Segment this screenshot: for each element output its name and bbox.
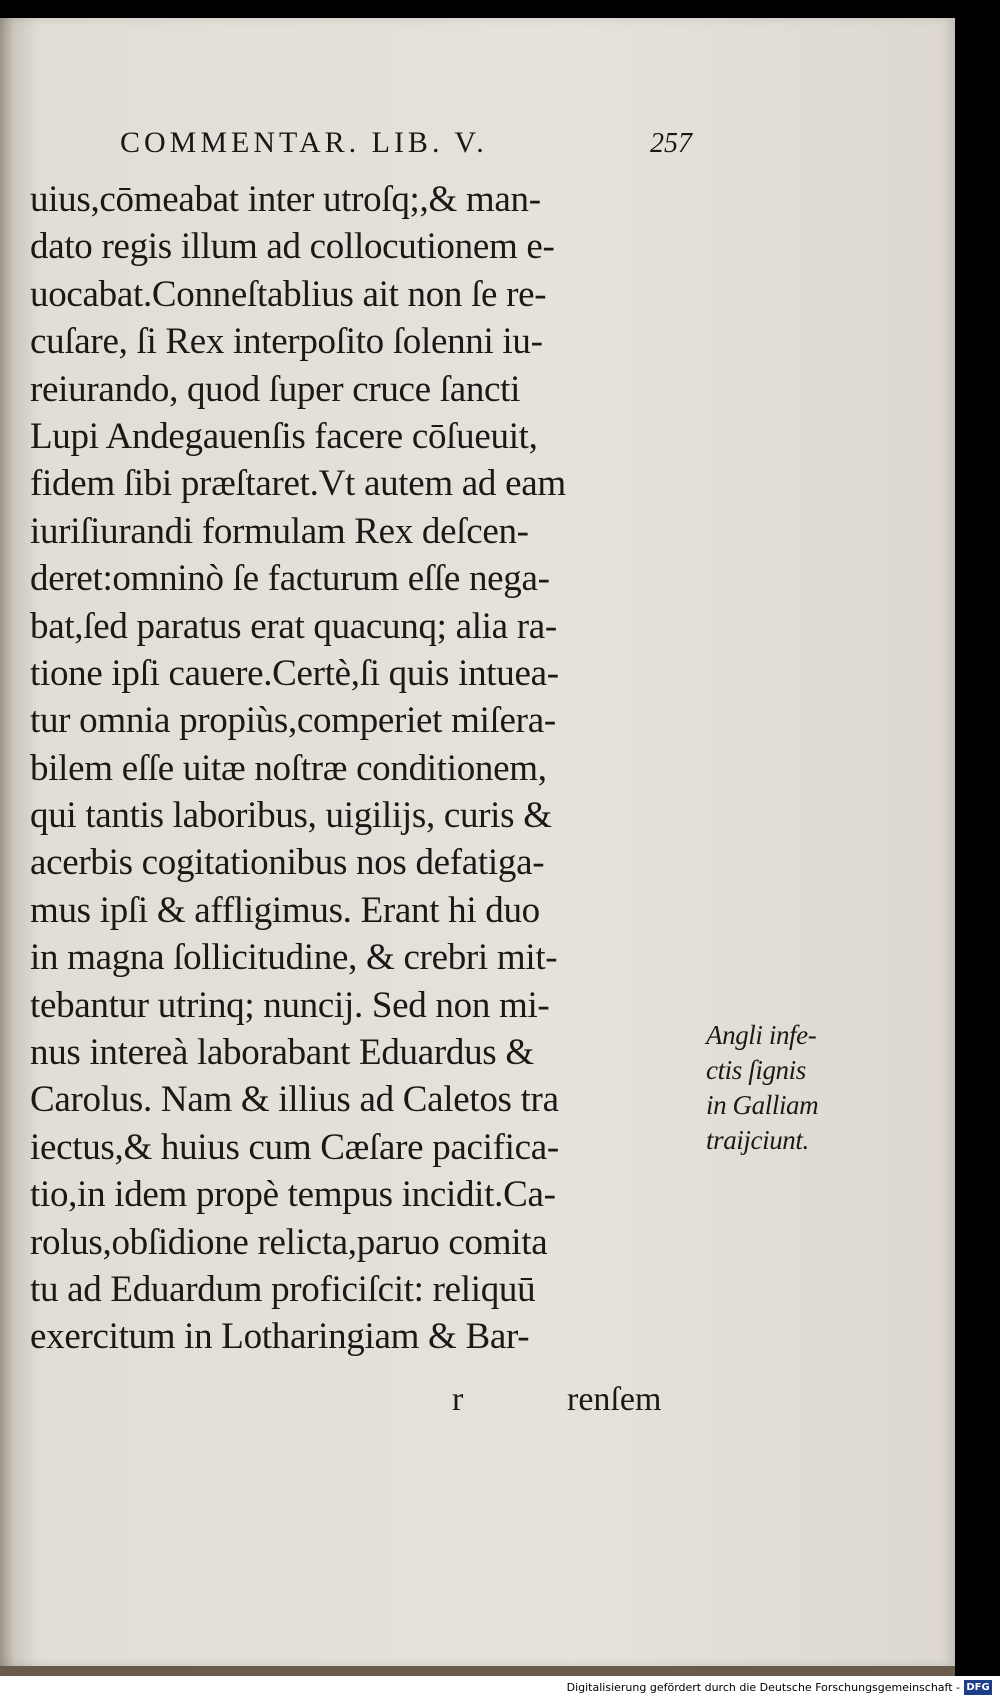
text-line: acerbis cogitationibus nos defatiga-: [30, 842, 545, 884]
text-line: Lupi Andegauenſis facere cōſueuit,: [30, 415, 538, 457]
text-line: dato regis illum ad collocutionem e-: [30, 226, 555, 268]
marginal-note-line: Angli infe-: [706, 1020, 817, 1050]
page-number: 257: [650, 128, 692, 159]
book-page: [0, 18, 955, 1666]
text-line: tione ipſi cauere.Certè,ſi quis intuea-: [30, 652, 559, 694]
text-line: Carolus. Nam & illius ad Caletos tra: [30, 1079, 559, 1121]
text-line: uocabat.Conneſtablius ait non ſe re-: [30, 273, 547, 315]
text-line: fidem ſibi præſtaret.Vt autem ad eam: [30, 463, 566, 505]
marginal-note-line: in Galliam: [706, 1090, 819, 1120]
scan-border-right: [955, 18, 1000, 1666]
text-line: iuriſiurandi formulam Rex deſcen-: [30, 510, 529, 552]
text-line: bat,ſed paratus erat quacunq; alia ra-: [30, 605, 557, 647]
text-line: qui tantis laboribus, uigilijs, curis &: [30, 795, 552, 837]
catchword-line: [0, 1381, 955, 1429]
text-line: cuſare, ſi Rex interpoſito ſolenni iu-: [30, 321, 543, 363]
marginal-note-line: ctis ſignis: [706, 1055, 806, 1085]
digitization-footer: [0, 1676, 1000, 1700]
running-head: COMMENTAR. LIB. V.: [120, 126, 488, 159]
text-line: mus ipſi & affligimus. Erant hi duo: [30, 889, 540, 931]
scan-border-top: [0, 0, 1000, 18]
text-line: reiurando, quod ſuper cruce ſancti: [30, 368, 521, 410]
marginal-note-line: traijciunt.: [706, 1125, 809, 1155]
signature-mark: r: [452, 1381, 464, 1418]
text-line: iectus,& huius cum Cæſare pacifica-: [30, 1126, 559, 1168]
dfg-logo: DFG: [964, 1680, 992, 1695]
main-text: [30, 176, 710, 1361]
text-line: tio,in idem propè tempus incidit.Ca-: [30, 1174, 556, 1216]
text-line: bilem eſſe uitæ noſtræ conditionem,: [30, 747, 547, 789]
marginal-note: [706, 1018, 866, 1158]
text-line: rolus,obſidione relicta,paruo comita: [30, 1221, 548, 1263]
footer-credit: Digitalisierung gefördert durch die Deutsche Forschungsgemeinschaft -: [566, 1681, 960, 1694]
text-line: exercitum in Lotharingiam & Bar-: [30, 1316, 530, 1358]
text-line: deret:omninò ſe facturum eſſe nega-: [30, 558, 550, 600]
text-line: in magna ſollicitudine, & crebri mit-: [30, 937, 558, 979]
text-line: tur omnia propiùs,comperiet miſera-: [30, 700, 556, 742]
text-line: tu ad Eduardum proficiſcit: reliquū: [30, 1268, 536, 1310]
text-line: uius,cōmeabat inter utroſq;,& man-: [30, 179, 541, 220]
text-line: tebantur utrinq; nuncij. Sed non mi-: [30, 984, 550, 1026]
page-bottom-edge: [0, 1666, 955, 1676]
text-line: nus intereà laborabant Eduardus &: [30, 1032, 534, 1074]
catchword: renſem: [567, 1381, 662, 1418]
